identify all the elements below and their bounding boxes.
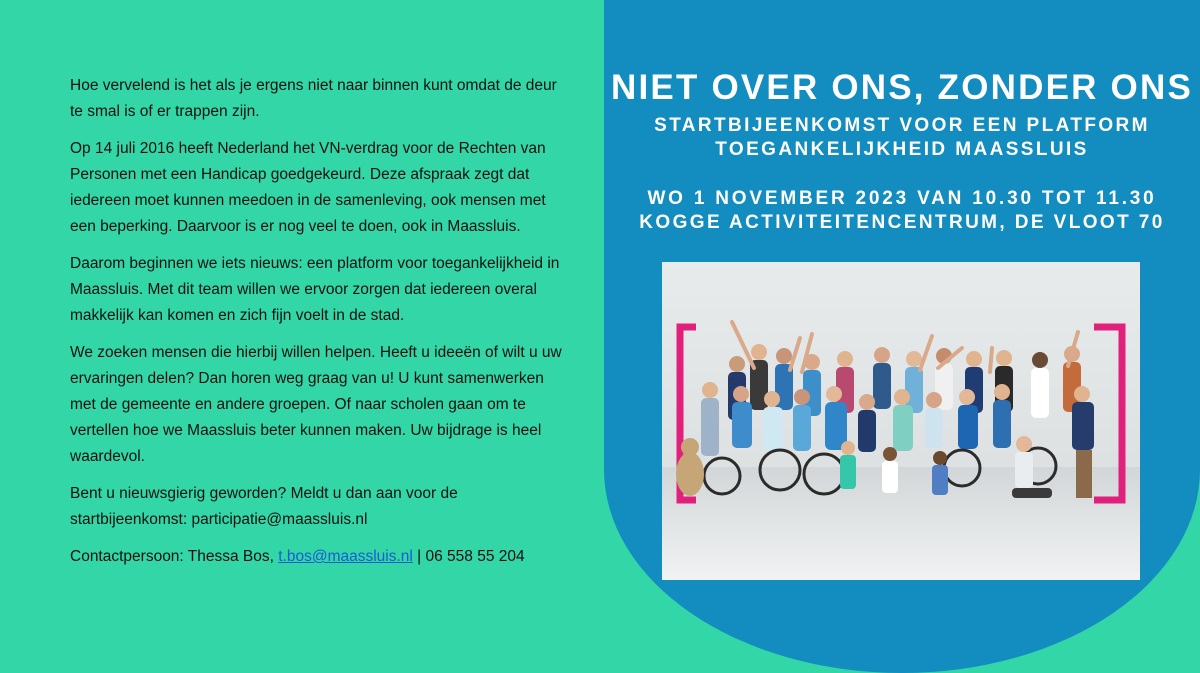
signup-paragraph: Bent u nieuwsgierig geworden? Meldt u dan aan voor de startbijeenkomst: participatie@maassluis.nl: [70, 485, 458, 528]
contact-line: [70, 544, 570, 570]
page-title: NIET OVER ONS, ZONDER ONS: [611, 68, 1193, 107]
call-to-action-paragraph: We zoeken mensen die hierbij willen helpen. Heeft u ideeën of wilt u uw ervaringen delen? Dan horen weg graag van u! U kunt samenwerken met de gemeente en andere groepen. Of naar scholen gaan om te vertellen hoe we Maassluis beter kunnen maken. Uw bijdrage is heel waardevol.: [70, 344, 562, 465]
group-photo-icon: [662, 262, 1140, 580]
event-location: KOGGE ACTIVITEITENCENTRUM, DE VLOOT 70: [639, 212, 1165, 233]
group-photo: [662, 262, 1140, 580]
contact-phone: | 06 558 55 204: [412, 548, 525, 565]
intro-paragraph: Hoe vervelend is het als je ergens niet naar binnen kunt omdat de deur te smal is of er trappen zijn.: [70, 77, 557, 120]
treaty-paragraph: Op 14 juli 2016 heeft Nederland het VN-verdrag voor de Rechten van Personen met een Handicap goedgekeurd. Deze afspraak zegt dat iedereen moet kunnen meedoen in de samenleving, ook mensen met een beperking. Daarvoor is er nog veel te doen, ook in Maassluis.: [70, 140, 546, 235]
contact-prefix: Contactpersoon: Thessa Bos,: [70, 548, 279, 565]
event-date: WO 1 NOVEMBER 2023 VAN 10.30 TOT 11.30: [647, 188, 1157, 209]
subtitle-line-2: TOEGANKELIJKHEID MAASSLUIS: [715, 139, 1089, 160]
contact-email-link[interactable]: t.bos@maassluis.nl: [278, 548, 413, 565]
subtitle-line-1: STARTBIJEENKOMST VOOR EEN PLATFORM: [654, 115, 1150, 136]
body-text: [70, 73, 570, 581]
platform-paragraph: Daarom beginnen we iets nieuws: een platform voor toegankelijkheid in Maassluis. Met dit team willen we ervoor zorgen dat iedereen overal makkelijk kan komen en zich fijn voelt in de stad.: [70, 255, 560, 324]
